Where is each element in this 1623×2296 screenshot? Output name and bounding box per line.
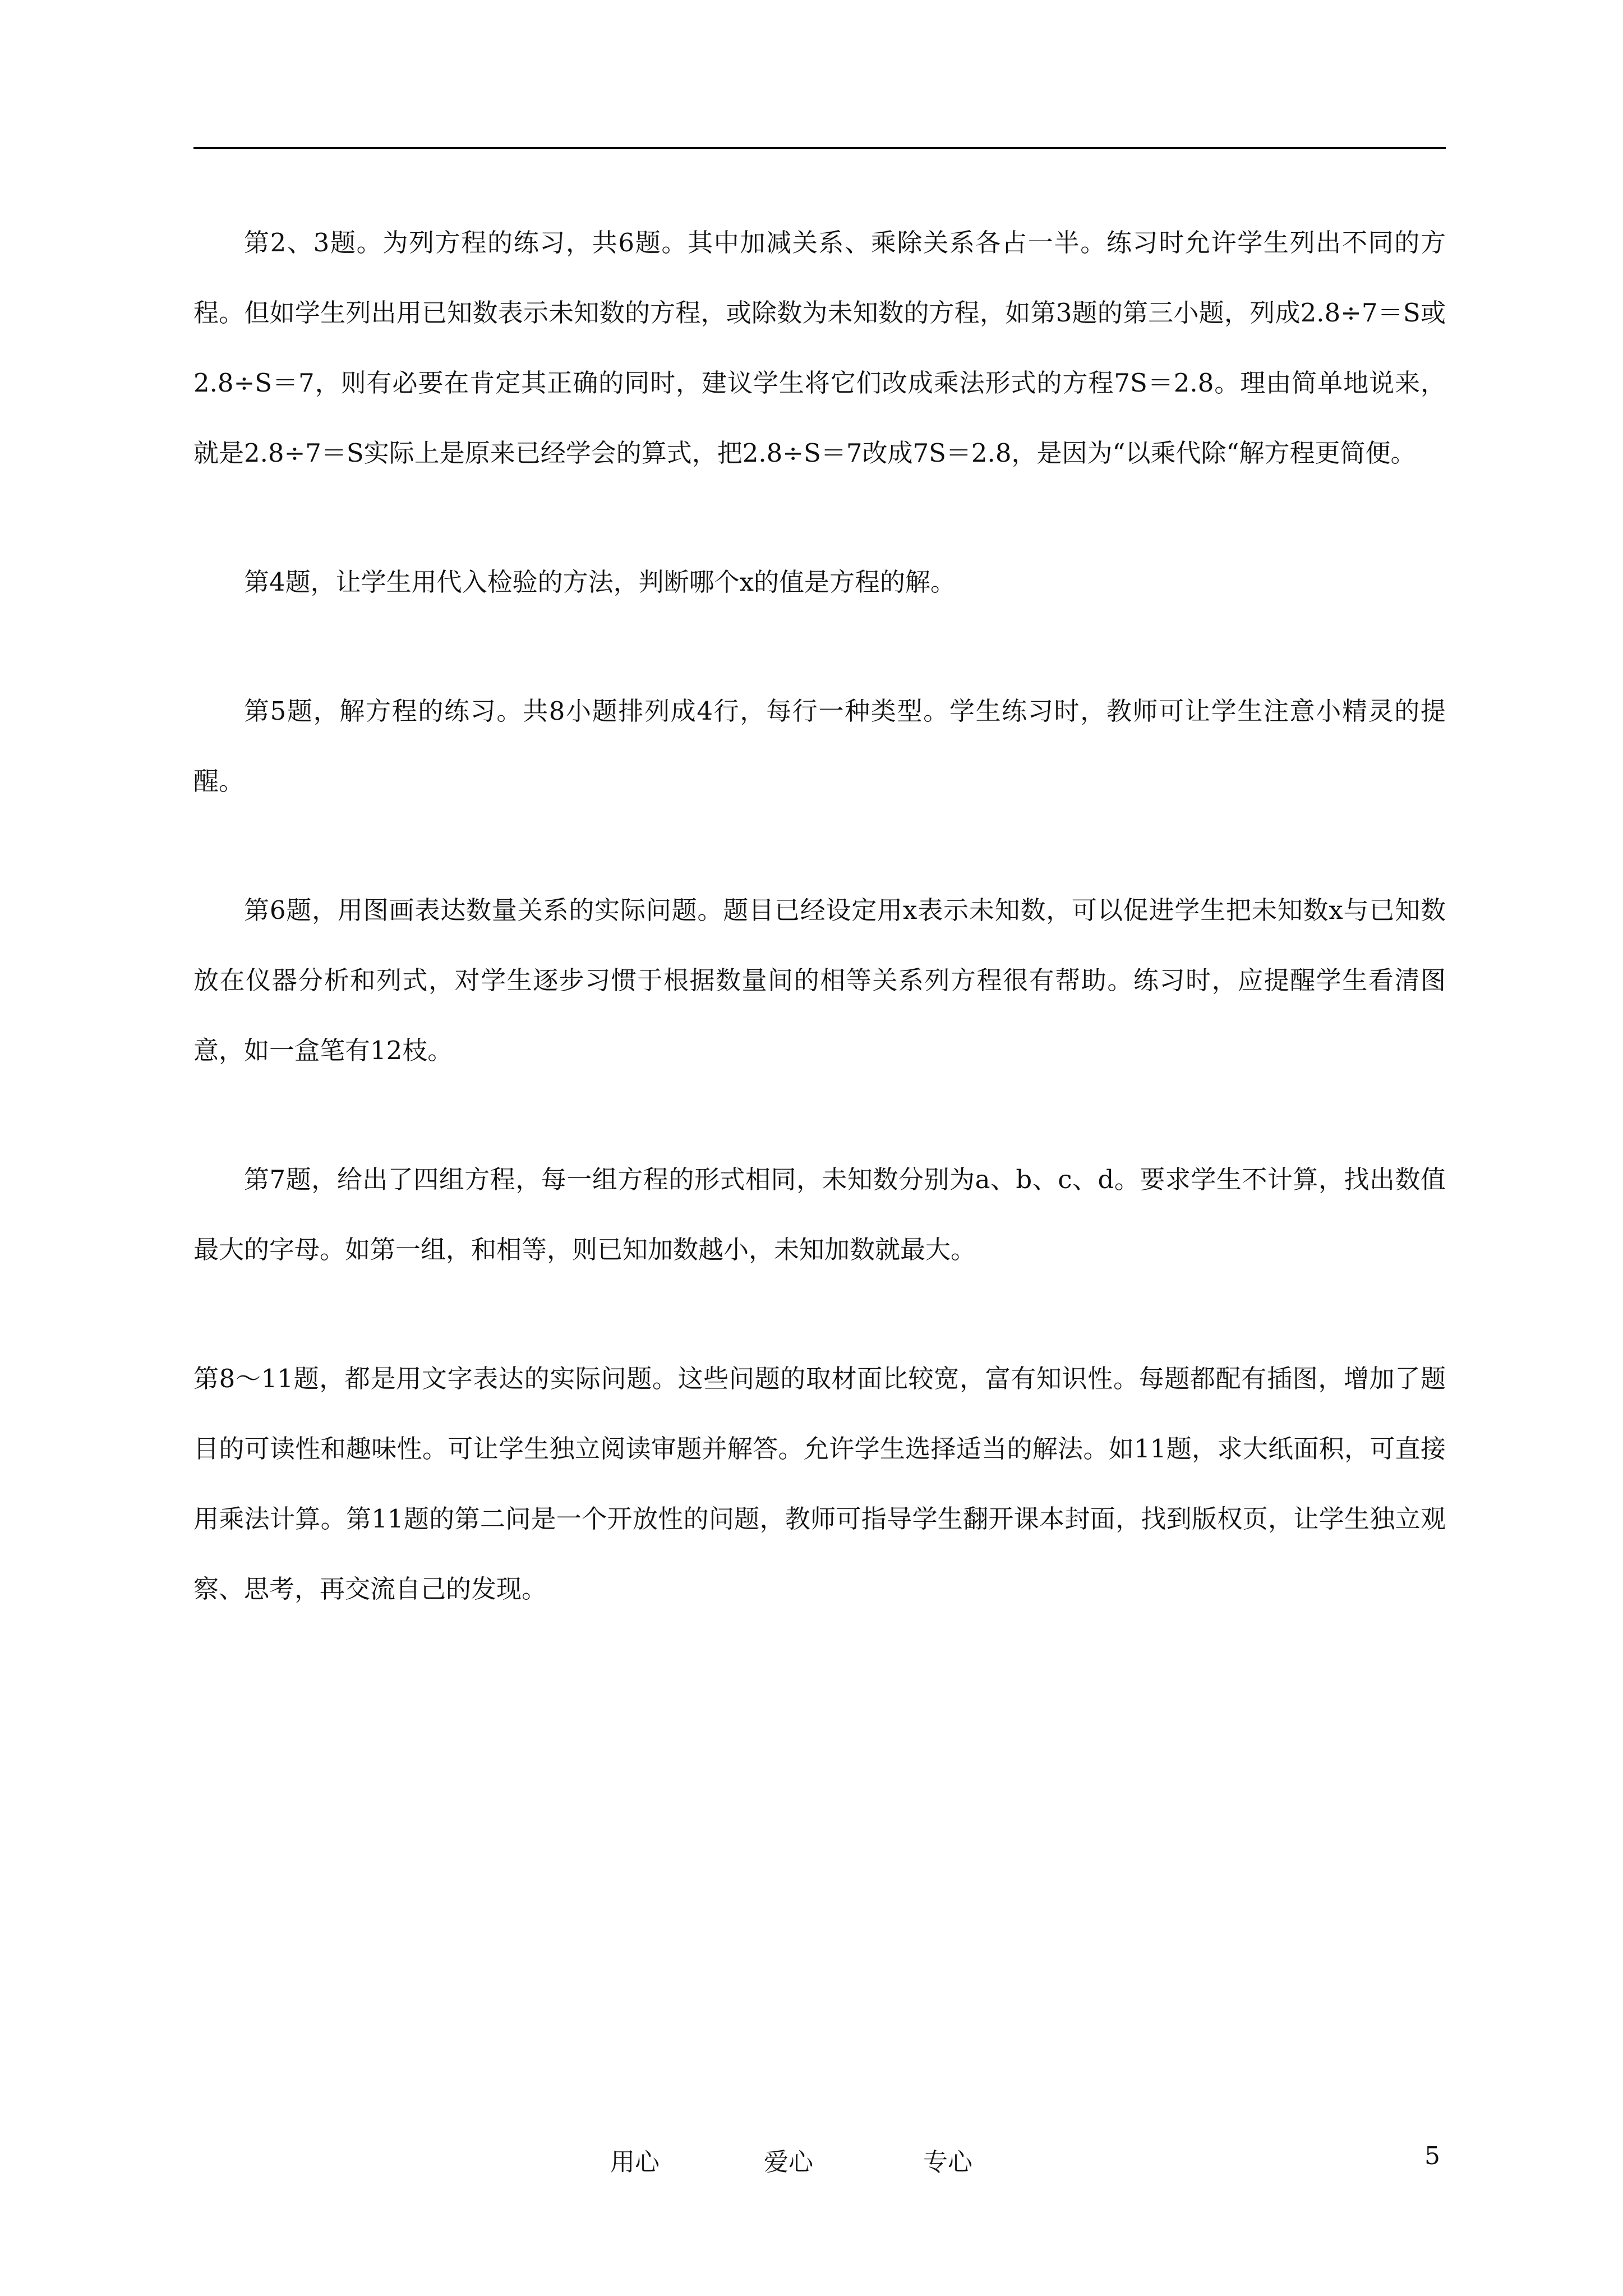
footer-motto-2: 爱心 [764, 2148, 813, 2177]
paragraph-exercise-8-11: 第8～11题，都是用文字表达的实际问题。这些问题的取材面比较宽，富有知识性。每题都配有插图，增加了题目的可读性和趣味性。可让学生独立阅读审题并解答。允许学生选择适当的解法。如11题，求大纸面积，可直接用乘法计算。第11题的第二问是一个开放性的问题，教师可指导学生翻开课本封面，找到版权页，让学生独立观察、思考，再交流自己的发现。 [193, 1364, 1446, 1604]
paragraph-exercise-5: 第5题，解方程的练习。共8小题排列成4行，每行一种类型。学生练习时，教师可让学生注意小精灵的提醒。 [193, 696, 1446, 796]
document-body [193, 208, 1446, 1624]
footer-motto-1: 用心 [610, 2148, 660, 2177]
paragraph-exercise-4: 第4题，让学生用代入检验的方法，判断哪个x的值是方程的解。 [244, 567, 956, 597]
page-number: 5 [1424, 2142, 1440, 2170]
paragraph-exercise-7: 第7题，给出了四组方程，每一组方程的形式相同，未知数分别为a、b、c、d。要求学生不计算，找出数值最大的字母。如第一组，和相等，则已知加数越小，未知加数就最大。 [193, 1165, 1446, 1264]
paragraph-exercise-6: 第6题，用图画表达数量关系的实际问题。题目已经设定用x表示未知数，可以促进学生把未知数x与已知数放在仪器分析和列式，对学生逐步习惯于根据数量间的相等关系列方程很有帮助。练习时，应提醒学生看清图意，如一盒笔有12枝。 [193, 895, 1446, 1065]
paragraph-exercise-2-3: 第2、3题。为列方程的练习，共6题。其中加减关系、乘除关系各占一半。练习时允许学生列出不同的方程。但如学生列出用已知数表示未知数的方程，或除数为未知数的方程，如第3题的第三小题，列成2.8÷7＝S或2.8÷S＝7，则有必要在肯定其正确的同时，建议学生将它们改成乘法形式的方程7S＝2.8。理由简单地说来，就是2.8÷7＝S实际上是原来已经学会的算式，把2.8÷S＝7改成7S＝2.8，是因为“以乘代除“解方程更简便。 [193, 228, 1446, 468]
footer-motto-3: 专心 [923, 2148, 972, 2177]
header-rule [193, 147, 1446, 149]
page-footer [0, 2142, 1623, 2175]
